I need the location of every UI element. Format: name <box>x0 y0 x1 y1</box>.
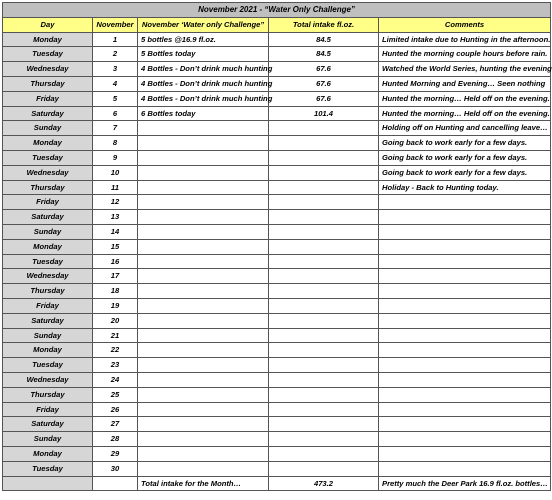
comment-cell <box>379 298 551 313</box>
comment-cell <box>379 313 551 328</box>
intake-cell <box>269 372 379 387</box>
footer-total-label: Total intake for the Month… <box>138 476 269 491</box>
challenge-cell <box>138 180 269 195</box>
challenge-cell <box>138 372 269 387</box>
day-cell: Wednesday <box>3 62 93 77</box>
day-cell: Tuesday <box>3 150 93 165</box>
table-row <box>3 180 551 195</box>
intake-cell <box>269 210 379 225</box>
day-cell: Friday <box>3 298 93 313</box>
challenge-cell: 4 Bottles - Don’t drink much hunting <box>138 76 269 91</box>
header-november: November <box>93 17 138 32</box>
challenge-cell: 4 Bottles - Don’t drink much hunting <box>138 62 269 77</box>
date-cell: 7 <box>93 121 138 136</box>
day-cell: Monday <box>3 446 93 461</box>
table-row <box>3 343 551 358</box>
comment-cell <box>379 195 551 210</box>
day-cell: Saturday <box>3 313 93 328</box>
intake-cell: 101.4 <box>269 106 379 121</box>
day-cell: Thursday <box>3 76 93 91</box>
intake-cell <box>269 239 379 254</box>
challenge-cell: 5 bottles @16.9 fl.oz. <box>138 32 269 47</box>
challenge-cell <box>138 224 269 239</box>
table-row <box>3 47 551 62</box>
header-row <box>3 17 551 32</box>
challenge-cell <box>138 121 269 136</box>
day-cell: Tuesday <box>3 254 93 269</box>
challenge-cell <box>138 432 269 447</box>
table-row <box>3 195 551 210</box>
challenge-cell <box>138 165 269 180</box>
challenge-cell <box>138 254 269 269</box>
date-cell: 16 <box>93 254 138 269</box>
date-cell: 11 <box>93 180 138 195</box>
day-cell: Tuesday <box>3 47 93 62</box>
comment-cell <box>379 224 551 239</box>
challenge-cell <box>138 284 269 299</box>
date-cell: 6 <box>93 106 138 121</box>
day-cell: Saturday <box>3 417 93 432</box>
footer-day-cell <box>3 476 93 491</box>
comment-cell <box>379 343 551 358</box>
challenge-cell <box>138 402 269 417</box>
comment-cell: Going back to work early for a few days. <box>379 165 551 180</box>
date-cell: 1 <box>93 32 138 47</box>
day-cell: Thursday <box>3 180 93 195</box>
day-cell: Monday <box>3 32 93 47</box>
table-row <box>3 402 551 417</box>
footer-num-cell <box>93 476 138 491</box>
table-row <box>3 269 551 284</box>
comment-cell: Going back to work early for a few days. <box>379 136 551 151</box>
day-cell: Friday <box>3 91 93 106</box>
table-row <box>3 106 551 121</box>
intake-cell <box>269 298 379 313</box>
date-cell: 10 <box>93 165 138 180</box>
comment-cell <box>379 432 551 447</box>
date-cell: 25 <box>93 387 138 402</box>
date-cell: 19 <box>93 298 138 313</box>
date-cell: 13 <box>93 210 138 225</box>
footer-total-value: 473.2 <box>269 476 379 491</box>
intake-cell <box>269 150 379 165</box>
table-row <box>3 210 551 225</box>
date-cell: 22 <box>93 343 138 358</box>
comment-cell <box>379 417 551 432</box>
challenge-cell <box>138 136 269 151</box>
day-cell: Tuesday <box>3 461 93 476</box>
date-cell: 18 <box>93 284 138 299</box>
table-row <box>3 372 551 387</box>
day-cell: Wednesday <box>3 269 93 284</box>
day-cell: Sunday <box>3 328 93 343</box>
intake-cell <box>269 387 379 402</box>
comment-cell: Holding off on Hunting and cancelling leave… <box>379 121 551 136</box>
table-row <box>3 432 551 447</box>
date-cell: 14 <box>93 224 138 239</box>
table-row <box>3 387 551 402</box>
intake-cell: 84.5 <box>269 47 379 62</box>
date-cell: 8 <box>93 136 138 151</box>
challenge-cell <box>138 387 269 402</box>
footer-row <box>3 476 551 491</box>
date-cell: 30 <box>93 461 138 476</box>
challenge-cell: 6 Bottles today <box>138 106 269 121</box>
table-row <box>3 121 551 136</box>
comment-cell <box>379 284 551 299</box>
intake-cell: 84.5 <box>269 32 379 47</box>
comment-cell: Hunted the morning… Held off on the evening. <box>379 106 551 121</box>
day-cell: Monday <box>3 136 93 151</box>
table-row <box>3 284 551 299</box>
day-cell: Sunday <box>3 224 93 239</box>
table-row <box>3 298 551 313</box>
table-row <box>3 224 551 239</box>
day-cell: Saturday <box>3 210 93 225</box>
table-row <box>3 62 551 77</box>
table-row <box>3 136 551 151</box>
day-cell: Tuesday <box>3 358 93 373</box>
table-row <box>3 91 551 106</box>
date-cell: 12 <box>93 195 138 210</box>
day-cell: Wednesday <box>3 165 93 180</box>
challenge-cell: 5 Bottles today <box>138 47 269 62</box>
intake-cell <box>269 417 379 432</box>
challenge-cell <box>138 328 269 343</box>
comment-cell <box>379 461 551 476</box>
table-row <box>3 461 551 476</box>
challenge-cell <box>138 313 269 328</box>
day-cell: Friday <box>3 402 93 417</box>
comment-cell: Hunted Morning and Evening… Seen nothing <box>379 76 551 91</box>
intake-cell <box>269 328 379 343</box>
water-challenge-table <box>2 2 551 491</box>
intake-cell <box>269 446 379 461</box>
challenge-cell <box>138 195 269 210</box>
day-cell: Sunday <box>3 432 93 447</box>
challenge-cell <box>138 446 269 461</box>
date-cell: 5 <box>93 91 138 106</box>
date-cell: 26 <box>93 402 138 417</box>
day-cell: Thursday <box>3 284 93 299</box>
comment-cell: Hunted the morning couple hours before rain. <box>379 47 551 62</box>
day-cell: Thursday <box>3 387 93 402</box>
comment-cell <box>379 269 551 284</box>
challenge-cell <box>138 358 269 373</box>
table-row <box>3 358 551 373</box>
date-cell: 17 <box>93 269 138 284</box>
comment-cell: Going back to work early for a few days. <box>379 150 551 165</box>
challenge-cell <box>138 343 269 358</box>
table-row <box>3 239 551 254</box>
comment-cell <box>379 328 551 343</box>
date-cell: 9 <box>93 150 138 165</box>
day-cell: Monday <box>3 239 93 254</box>
date-cell: 29 <box>93 446 138 461</box>
intake-cell: 67.6 <box>269 91 379 106</box>
intake-cell <box>269 180 379 195</box>
day-cell: Saturday <box>3 106 93 121</box>
date-cell: 15 <box>93 239 138 254</box>
comment-cell: Limited intake due to Hunting in the afternoon. <box>379 32 551 47</box>
intake-cell <box>269 121 379 136</box>
challenge-cell <box>138 417 269 432</box>
table-row <box>3 313 551 328</box>
sheet-title: November 2021 - “Water Only Challenge” <box>3 3 551 18</box>
comment-cell <box>379 254 551 269</box>
header-challenge: November ‘Water only Challenge” <box>138 17 269 32</box>
comment-cell <box>379 239 551 254</box>
comment-cell: Holiday - Back to Hunting today. <box>379 180 551 195</box>
day-cell: Sunday <box>3 121 93 136</box>
comment-cell <box>379 387 551 402</box>
intake-cell: 67.6 <box>269 62 379 77</box>
intake-cell <box>269 269 379 284</box>
table-row <box>3 417 551 432</box>
intake-cell <box>269 402 379 417</box>
intake-cell <box>269 284 379 299</box>
intake-cell <box>269 432 379 447</box>
date-cell: 27 <box>93 417 138 432</box>
footer-comment: Pretty much the Deer Park 16.9 fl.oz. bottles… <box>379 476 551 491</box>
date-cell: 3 <box>93 62 138 77</box>
intake-cell <box>269 224 379 239</box>
intake-cell <box>269 254 379 269</box>
comment-cell: Hunted the morning… Held off on the evening. <box>379 91 551 106</box>
challenge-cell <box>138 210 269 225</box>
header-day: Day <box>3 17 93 32</box>
table-row <box>3 446 551 461</box>
date-cell: 20 <box>93 313 138 328</box>
date-cell: 28 <box>93 432 138 447</box>
table-body <box>3 32 551 476</box>
comment-cell <box>379 372 551 387</box>
date-cell: 21 <box>93 328 138 343</box>
intake-cell <box>269 165 379 180</box>
intake-cell <box>269 343 379 358</box>
table-row <box>3 150 551 165</box>
challenge-cell <box>138 239 269 254</box>
comment-cell <box>379 358 551 373</box>
table-row <box>3 254 551 269</box>
header-comments: Comments <box>379 17 551 32</box>
intake-cell <box>269 461 379 476</box>
day-cell: Wednesday <box>3 372 93 387</box>
header-total-intake: Total intake fl.oz. <box>269 17 379 32</box>
intake-cell <box>269 313 379 328</box>
challenge-cell <box>138 150 269 165</box>
comment-cell <box>379 210 551 225</box>
intake-cell: 67.6 <box>269 76 379 91</box>
challenge-cell: 4 Bottles - Don’t drink much hunting <box>138 91 269 106</box>
date-cell: 24 <box>93 372 138 387</box>
day-cell: Monday <box>3 343 93 358</box>
table-row <box>3 165 551 180</box>
comment-cell <box>379 446 551 461</box>
intake-cell <box>269 136 379 151</box>
day-cell: Friday <box>3 195 93 210</box>
date-cell: 4 <box>93 76 138 91</box>
intake-cell <box>269 195 379 210</box>
challenge-cell <box>138 269 269 284</box>
challenge-cell <box>138 298 269 313</box>
comment-cell: Watched the World Series, hunting the evening <box>379 62 551 77</box>
table-row <box>3 76 551 91</box>
table-row <box>3 328 551 343</box>
comment-cell <box>379 402 551 417</box>
table-row <box>3 32 551 47</box>
challenge-cell <box>138 461 269 476</box>
date-cell: 2 <box>93 47 138 62</box>
intake-cell <box>269 358 379 373</box>
date-cell: 23 <box>93 358 138 373</box>
